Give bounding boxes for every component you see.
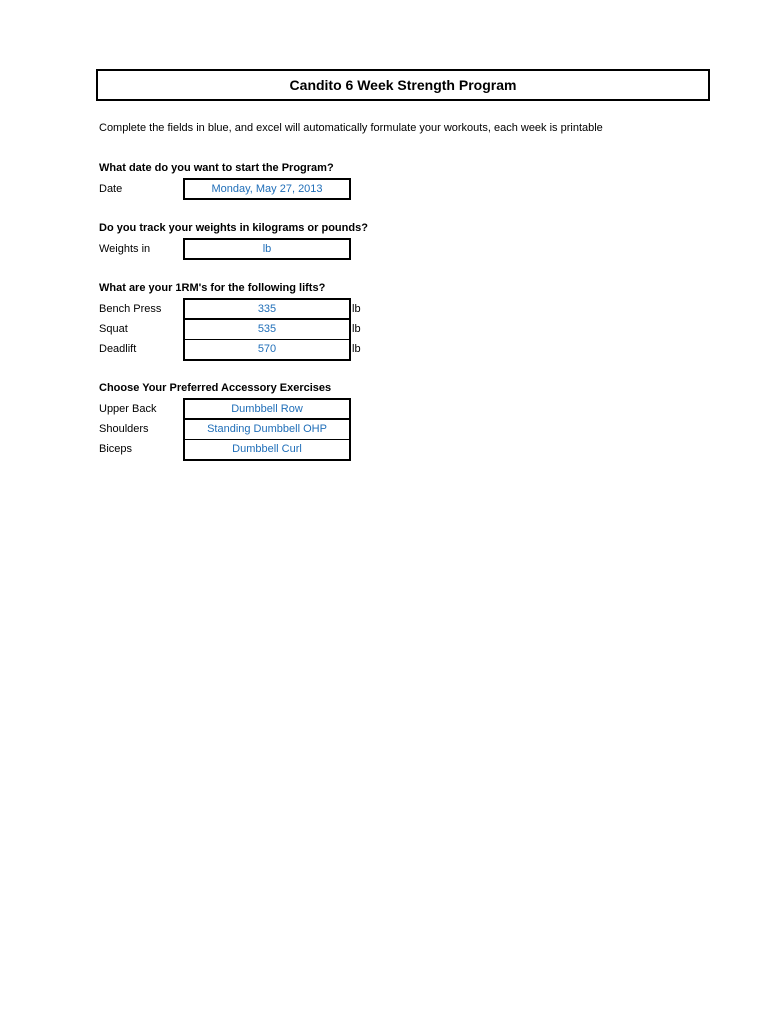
deadlift-unit: lb: [352, 343, 361, 355]
shoulders-exercise-field[interactable]: Standing Dumbbell OHP: [183, 419, 351, 441]
units-question: Do you track your weights in kilograms or pounds?: [99, 222, 368, 234]
bench-press-1rm-field[interactable]: 335: [183, 298, 351, 320]
squat-1rm-field[interactable]: 535: [183, 319, 351, 341]
one-rm-question: What are your 1RM's for the following lifts?: [99, 282, 326, 294]
program-title: Candito 6 Week Strength Program: [96, 69, 710, 101]
shoulders-label: Shoulders: [99, 423, 149, 435]
weights-in-label: Weights in: [99, 243, 151, 255]
biceps-label: Biceps: [99, 443, 133, 455]
deadlift-1rm-field[interactable]: 570: [183, 339, 351, 361]
accessory-question: Choose Your Preferred Accessory Exercises: [99, 382, 332, 394]
date-label: Date: [99, 183, 123, 195]
instructions-text: Complete the fields in blue, and excel will automatically formulate your workouts, each week is printable: [99, 122, 603, 134]
biceps-exercise-field[interactable]: Dumbbell Curl: [183, 439, 351, 461]
squat-unit: lb: [352, 323, 361, 335]
start-date-field[interactable]: Monday, May 27, 2013: [183, 178, 351, 200]
bench-press-unit: lb: [352, 303, 361, 315]
deadlift-label: Deadlift: [99, 343, 137, 355]
upper-back-label: Upper Back: [99, 403, 157, 415]
upper-back-exercise-field[interactable]: Dumbbell Row: [183, 398, 351, 420]
weight-unit-field[interactable]: lb: [183, 238, 351, 260]
squat-label: Squat: [99, 323, 128, 335]
bench-press-label: Bench Press: [99, 303, 162, 315]
start-date-question: What date do you want to start the Program?: [99, 162, 334, 174]
